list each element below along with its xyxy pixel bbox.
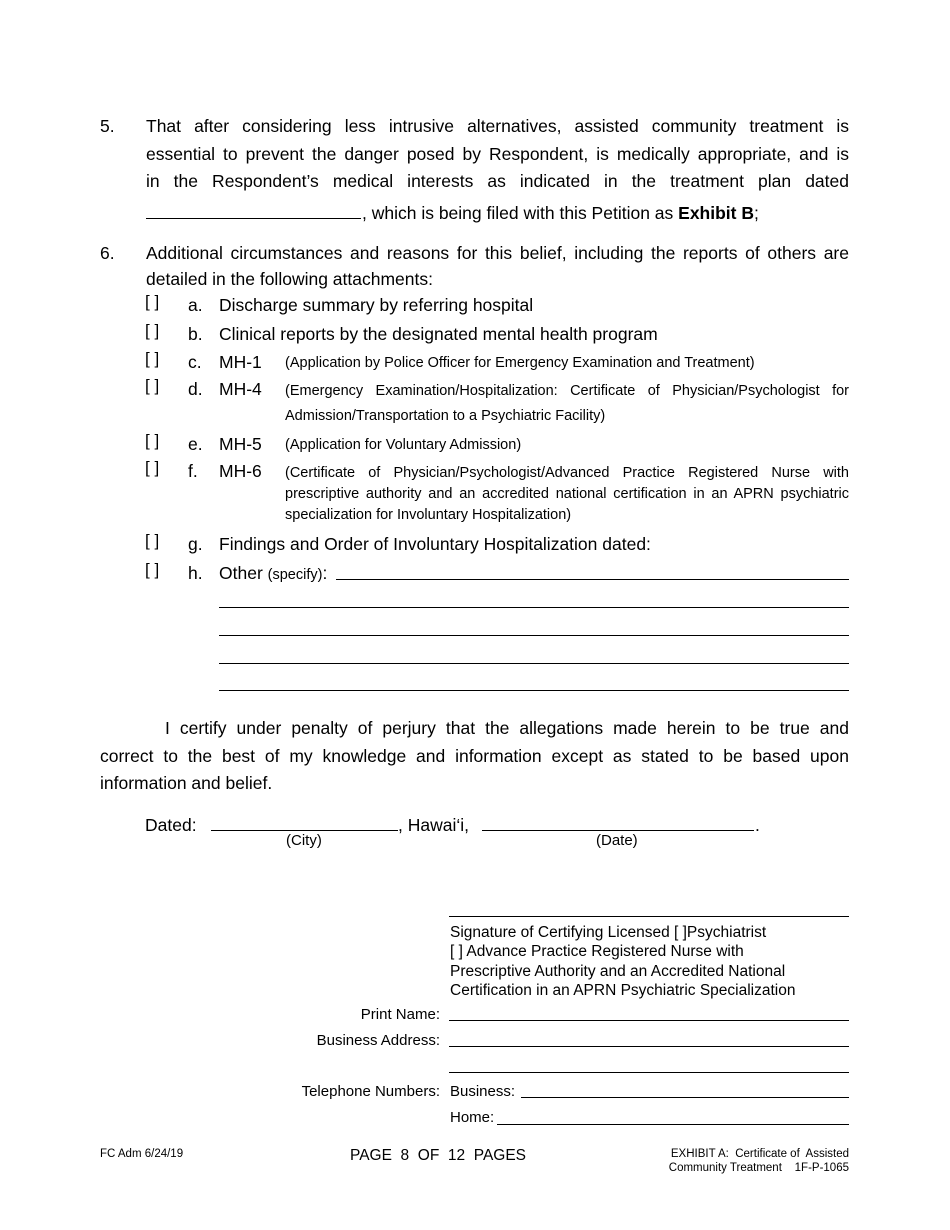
item-6-line-2: detailed in the following attachments: [146,269,433,289]
form-code: FC Adm 6/24/19 [100,1148,184,1160]
attachment-c-letter: c. [188,352,202,372]
item-5-line-4-text: , which is being filed with this Petition as [362,203,679,223]
attachment-e-letter: e. [188,434,203,454]
exhibit-line-2: Community Treatment 1F-P-1065 [668,1162,849,1174]
attachment-a-title: Discharge summary by referring hospital [219,295,534,315]
home-phone-label: Home: [450,1109,495,1126]
attachment-f-desc-line-3: specialization for Involuntary Hospitalization) [285,507,572,523]
exhibit-b-label: Exhibit B [678,203,754,223]
checkbox-b[interactable]: [ ] [145,321,160,340]
other-specify-line-4[interactable] [219,663,849,664]
attachment-a-letter: a. [188,295,203,315]
dated-label: Dated: [145,815,197,835]
signature-line-4: Certification in an APRN Psychiatric Specialization [450,982,796,999]
item-5-line-4-end: ; [753,203,759,223]
other-specify-line-2[interactable] [219,607,849,608]
item-5-number: 5. [100,116,115,136]
attachment-d-letter: d. [188,379,203,399]
business-address-label: Business Address: [316,1032,440,1049]
item-5-line-3: in the Respondent’s medical interests as indicated in the treatment plan dated [146,171,849,191]
certification-line-1: I certify under penalty of perjury that the allegations made herein to be true and [165,718,849,738]
certification-line-2: correct to the best of my knowledge and information except as stated to be based upon [100,746,849,766]
attachment-c-form: MH-1 [219,352,262,372]
attachment-d-desc-line-1: (Emergency Examination/Hospitalization: Certificate of Physician/Psychologist for [285,383,849,399]
attachment-b-title: Clinical reports by the designated mental health program [219,324,658,344]
attachment-h-title [219,560,327,590]
attachment-f-desc-line-1: (Certificate of Physician/Psychologist/Advanced Practice Registered Nurse with [285,465,849,481]
checkbox-c[interactable]: [ ] [145,349,160,368]
attachment-h-colon: : [322,563,328,583]
item-5-line-4 [362,200,759,228]
home-phone-field[interactable] [497,1124,849,1125]
business-address-field-2[interactable] [449,1072,849,1073]
item-6-line-1: Additional circumstances and reasons for this belief, including the reports of others are [146,243,849,263]
city-field[interactable] [211,830,398,831]
checkbox-f[interactable]: [ ] [145,458,160,477]
attachment-h-letter: h. [188,563,203,583]
print-name-label: Print Name: [360,1006,440,1023]
exhibit-line-1: EXHIBIT A: Certificate of Assisted [670,1148,849,1160]
attachment-d-desc-line-2: Admission/Transportation to a Psychiatric Facility) [285,408,606,424]
signature-line-1: Signature of Certifying Licensed [ ]Psychiatrist [450,924,767,941]
attachment-f-form: MH-6 [219,461,262,481]
date-field[interactable] [482,830,754,831]
checkbox-e[interactable]: [ ] [145,431,160,450]
item-5-line-2: essential to prevent the danger posed by Respondent, is medically appropriate, and is [146,143,849,164]
other-specify-line-5[interactable] [219,690,849,691]
treatment-plan-date-field[interactable] [146,218,361,219]
certification-line-3: information and belief. [100,773,273,793]
checkbox-d[interactable]: [ ] [145,376,160,395]
hawaii-label: , Hawai‘i, [398,815,469,835]
checkbox-h[interactable]: [ ] [145,560,160,579]
attachment-f-desc-line-2: prescriptive authority and an accredited national certification in an APRN psychiatric [285,486,849,502]
attachment-h-other: Other [219,563,263,583]
signature-line-2: [ ] Advance Practice Registered Nurse with [450,943,744,960]
checkbox-a[interactable]: [ ] [145,292,160,311]
item-6-number: 6. [100,243,115,263]
attachment-h-specify: (specify) [267,567,323,583]
attachment-e-form: MH-5 [219,434,262,454]
attachment-c-desc: (Application by Police Officer for Emergency Examination and Treatment) [285,355,755,371]
attachment-e-desc: (Application for Voluntary Admission) [285,437,522,453]
business-phone-label: Business: [450,1083,516,1100]
other-specify-line-3[interactable] [219,635,849,636]
attachment-d-form: MH-4 [219,379,262,399]
attachment-f-letter: f. [188,461,198,481]
business-phone-field[interactable] [521,1097,849,1098]
print-name-field[interactable] [449,1020,849,1021]
attachment-b-letter: b. [188,324,203,344]
date-caption: (Date) [596,832,638,849]
checkbox-g[interactable]: [ ] [145,531,160,550]
business-address-field[interactable] [449,1046,849,1047]
item-5-line-1: That after considering less intrusive alternatives, assisted community treatment is [146,116,849,136]
attachment-g-letter: g. [188,534,203,554]
attachment-g-title: Findings and Order of Involuntary Hospitalization dated: [219,534,651,554]
city-caption: (City) [286,832,322,849]
signature-field[interactable] [449,916,849,917]
signature-line-3: Prescriptive Authority and an Accredited National [450,963,786,980]
telephone-numbers-label: Telephone Numbers: [301,1083,440,1100]
other-specify-field[interactable] [336,579,849,580]
page-number: PAGE 8 OF 12 PAGES [350,1147,527,1164]
dated-period: . [755,815,760,835]
